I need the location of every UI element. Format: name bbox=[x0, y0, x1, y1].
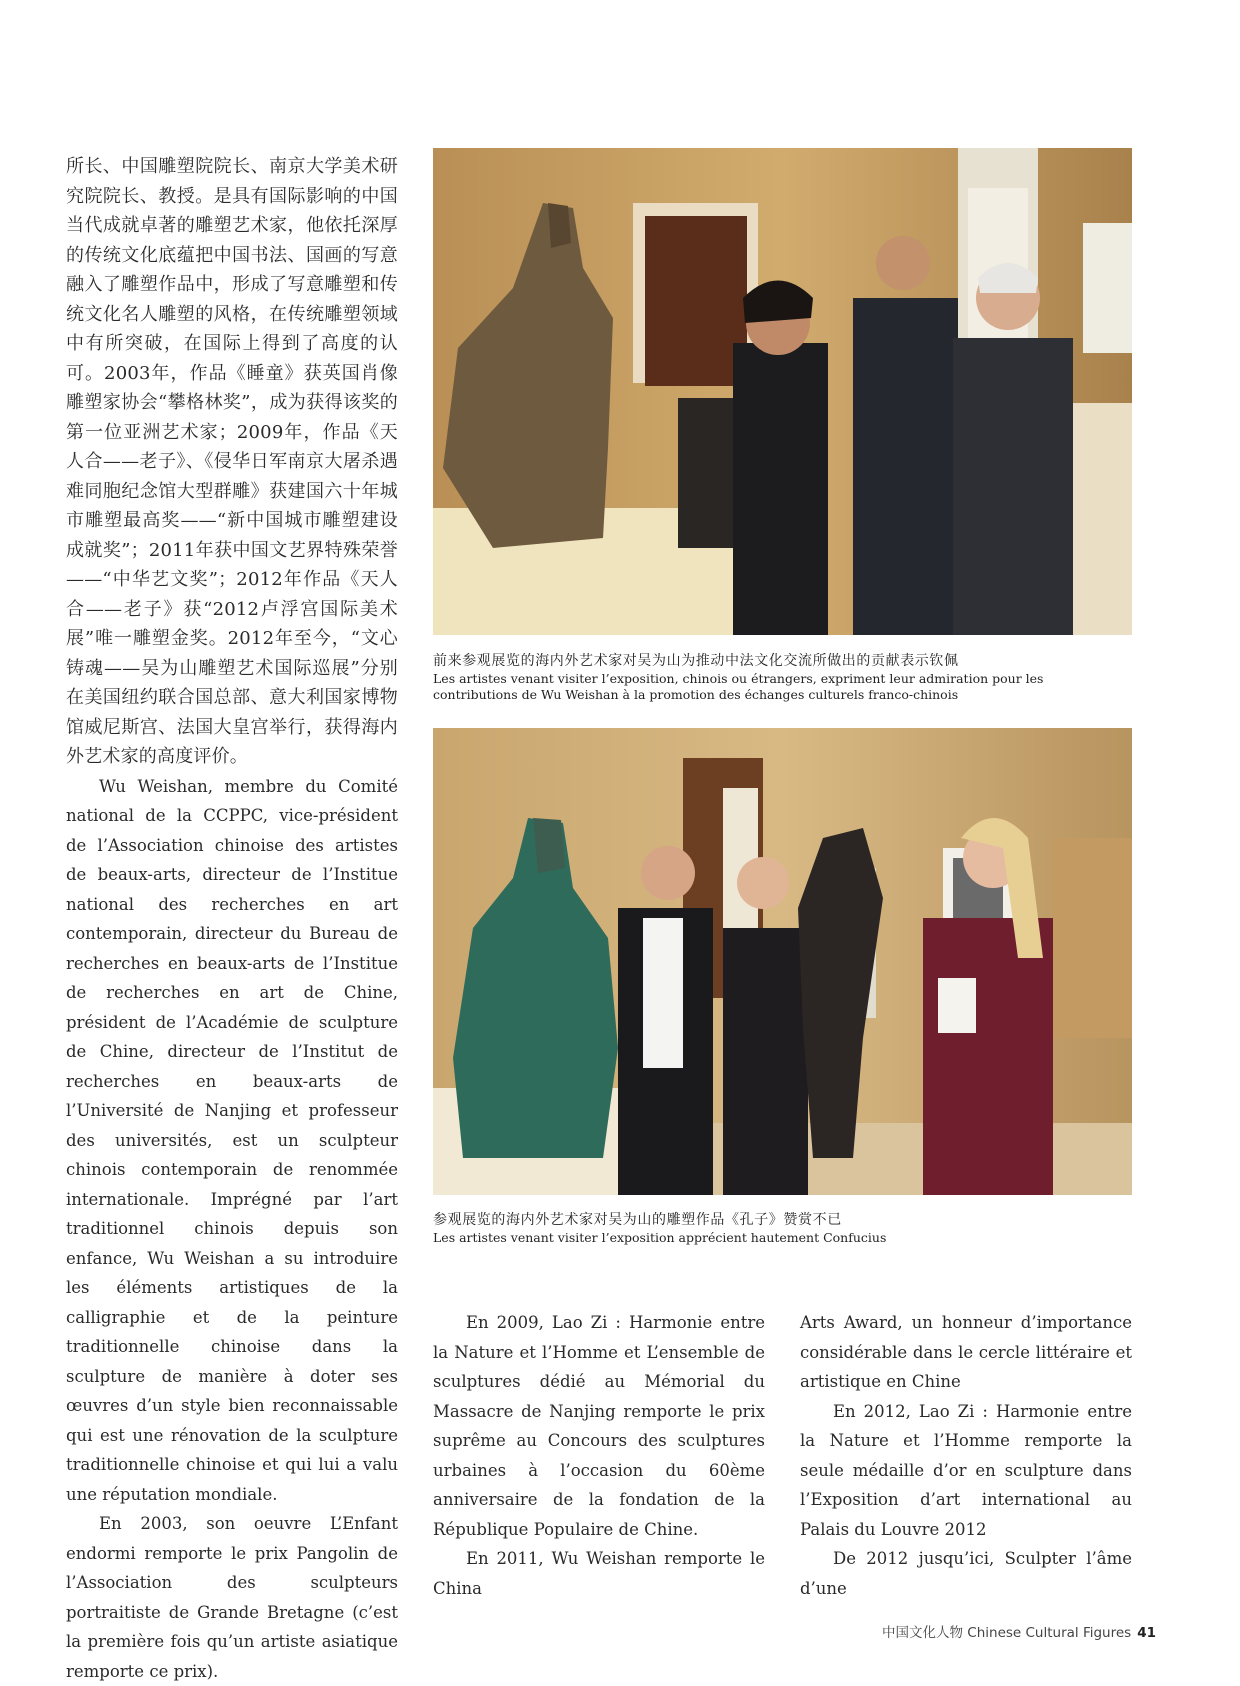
bottom-photo-caption bbox=[433, 1210, 1132, 1246]
award-2012-paragraph: En 2012, Lao Zi : Harmonie entre la Nature et l’Homme remporte la seule médaille d’or en sculpture dans l’Exposition d’art international au Palais du Louvre 2012 bbox=[800, 1401, 1132, 1539]
award-2011-paragraph: En 2011, Wu Weishan remporte le China bbox=[433, 1549, 765, 1598]
page-number: 41 bbox=[1137, 1625, 1156, 1641]
french-award-2003-paragraph: En 2003, son oeuvre L’Enfant endormi remporte le prix Pangolin de l’Association des sculpteurs portraitiste de Grande Bretagne (c’est la première fois qu’un artiste asiatique remporte ce prix). bbox=[66, 1514, 398, 1681]
handshake-photo-illustration bbox=[433, 148, 1132, 635]
award-2009-paragraph: En 2009, Lao Zi : Harmonie entre la Nature et l’Homme et L’ensemble de sculptures dédié au Mémorial du Massacre de Nanjing remporte le prix suprême au Concours des sculptures urbaines à l’occasion du 60ème anniversaire de la fondation de la République Populaire de Chine. bbox=[433, 1313, 765, 1539]
exhibition-handshake-photo bbox=[433, 148, 1132, 635]
magazine-name: 中国文化人物 Chinese Cultural Figures bbox=[881, 1625, 1132, 1641]
bottom-caption-french: Les artistes venant visiter l’exposition apprécient hautement Confucius bbox=[433, 1230, 887, 1245]
french-biography-paragraph: Wu Weishan, membre du Comité national de la CCPPC, vice-président de l’Association chinoise des artistes de beaux-arts, directeur de l’Institue national des recherches en art contemporain, directeur du Bureau de recherches en beaux-arts de l’Institue de recherches en art de Chine, président de l’Académie de sculpture de Chine, directeur de l’Institut de recherches en beaux-arts de l’Université de Nanjing et professeur des universités, est un sculpteur chinois contemporain de renommée internationale. Imprégné par l’art traditionnel chinois depuis son enfance, Wu Weishan a su introduire les éléments artistiques de la calligraphie et de la peinture traditionnelle chinoise dans la sculpture de manière à doter ses œuvres d’un style bien reconnaissable qui est une rénovation de la sculpture traditionnelle chinoise et qui lui a valu une réputation mondiale. bbox=[66, 776, 398, 1504]
right-text-column bbox=[800, 1308, 1132, 1603]
bottom-caption-chinese: 参观展览的海内外艺术家对吴为山的雕塑作品《孔子》赞赏不已 bbox=[433, 1212, 842, 1228]
award-2011-continued-paragraph: Arts Award, un honneur d’importance considérable dans le cercle littéraire et artistique en Chine bbox=[800, 1313, 1132, 1391]
middle-text-column bbox=[433, 1308, 765, 1603]
confucius-photo-illustration bbox=[433, 728, 1132, 1195]
confucius-sculpture-photo bbox=[433, 728, 1132, 1195]
chinese-biography-paragraph: 所长、中国雕塑院院长、南京大学美术研究院院长、教授。是具有国际影响的中国当代成就卓著的雕塑艺术家，他依托深厚的传统文化底蕴把中国书法、国画的写意融入了雕塑作品中，形成了写意雕塑和传统文化名人雕塑的风格，在传统雕塑领域中有所突破，在国际上得到了高度的认可。2003年，作品《睡童》获英国肖像雕塑家协会“攀格林奖”，成为获得该奖的第一位亚洲艺术家；2009年，作品《天人合——老子》、《侵华日军南京大屠杀遇难同胞纪念馆大型群雕》获建国六十年城市雕塑最高奖——“新中国城市雕塑建设成就奖”；2011年获中国文艺界特殊荣誉——“中华艺文奖”；2012年作品《天人合——老子》获“2012卢浮宫国际美术展”唯一雕塑金奖。2012年至今，“文心铸魂——吴为山雕塑艺术国际巡展”分别在美国纽约联合国总部、意大利国家博物馆威尼斯宫、法国大皇宫举行，获得海内外艺术家的高度评价。 bbox=[66, 156, 398, 767]
exhibition-2012-paragraph: De 2012 jusqu’ici, Sculpter l’âme d’une bbox=[800, 1549, 1132, 1598]
top-caption-french: Les artistes venant visiter l’exposition, chinois ou étrangers, expriment leur admiration pour les contributions de Wu Weishan à la promotion des échanges culturels franco-chinois bbox=[433, 671, 1044, 702]
page-footer bbox=[882, 1621, 1156, 1641]
top-caption-chinese: 前来参观展览的海内外艺术家对吴为山为推动中法文化交流所做出的贡献表示钦佩 bbox=[433, 653, 959, 669]
top-photo-caption bbox=[433, 651, 1132, 703]
left-text-column bbox=[66, 152, 398, 1686]
